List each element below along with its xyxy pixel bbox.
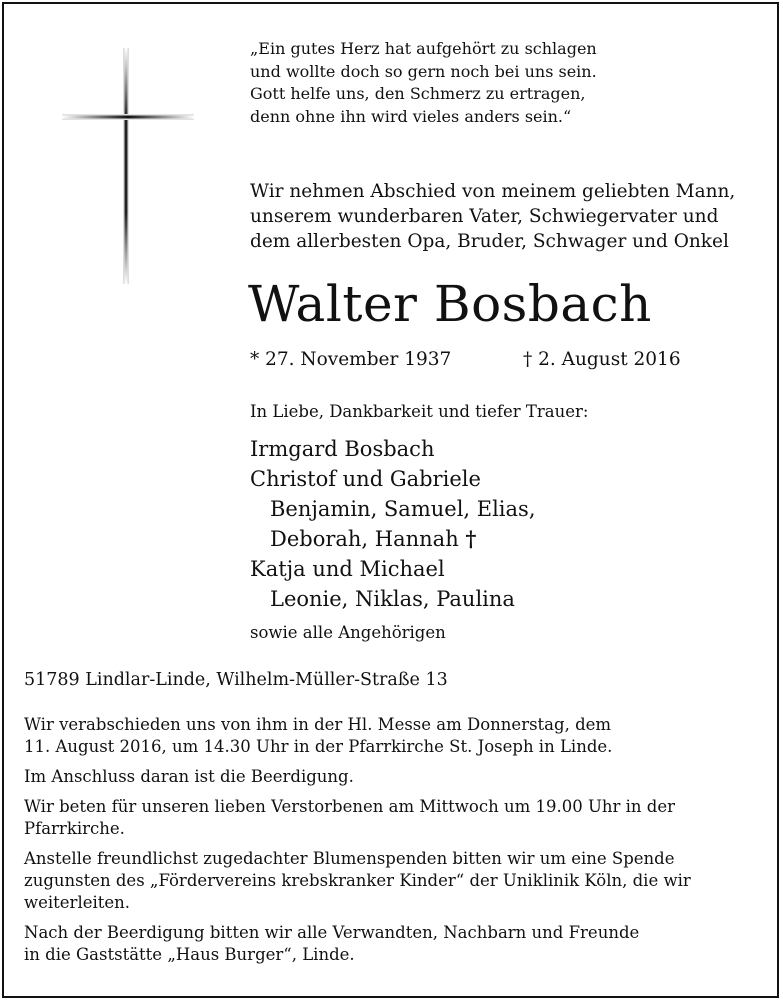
notice-line: in die Gaststätte „Haus Burger“, Linde. [24, 945, 355, 964]
family-address: 51789 Lindlar-Linde, Wilhelm-Müller-Straße 13 [24, 670, 448, 690]
farewell-line: Wir nehmen Abschied von meinem geliebten Mann, [250, 181, 736, 202]
notice-line: zugunsten des „Fördervereins krebskranker Kinder“ der Uniklinik Köln, die wir [24, 871, 691, 890]
mourners-intro: In Liebe, Dankbarkeit und tiefer Trauer: [250, 402, 589, 421]
mourner-line-with-dagger [250, 524, 536, 554]
death-date: † 2. August 2016 [523, 349, 681, 370]
notice-line: 11. August 2016, um 14.30 Uhr in der Pfarrkirche St. Joseph in Linde. [24, 737, 613, 756]
quote-line: denn ohne ihn wird vieles anders sein.“ [250, 106, 572, 126]
notice-line: Wir beten für unseren lieben Verstorbenen am Mittwoch um 19.00 Uhr in der [24, 797, 675, 816]
mourner-line: Katja und Michael [250, 557, 445, 581]
invitation-notice [24, 922, 764, 966]
mourner-line: Leonie, Niklas, Paulina [270, 587, 515, 611]
mass-notice [24, 714, 764, 758]
notice-line: Anstelle freundlichst zugedachter Blumenspenden bitten wir um eine Spende [24, 849, 675, 868]
notice-line: Nach der Beerdigung bitten wir alle Verwandten, Nachbarn und Freunde [24, 923, 640, 942]
quote-line: und wollte doch so gern noch bei uns sein. [250, 61, 597, 81]
deceased-name: Walter Bosbach [248, 275, 652, 333]
notice-line: weiterleiten. [24, 893, 131, 912]
obituary-frame [2, 2, 779, 998]
relatives-line: sowie alle Angehörigen [250, 623, 446, 642]
mourner-line: Benjamin, Samuel, Elias, [270, 497, 536, 521]
farewell-text [250, 179, 735, 254]
farewell-line: unserem wunderbaren Vater, Schwiegervater und [250, 206, 719, 227]
dagger-symbol: † [465, 526, 477, 551]
burial-notice [24, 766, 764, 788]
farewell-line: dem allerbesten Opa, Bruder, Schwager und Onkel [250, 231, 729, 252]
notice-line: Im Anschluss daran ist die Beerdigung. [24, 767, 354, 786]
cross-icon [62, 48, 194, 284]
mourners-list [250, 434, 536, 614]
notice-line: Pfarrkirche. [24, 819, 125, 838]
memorial-quote [250, 38, 597, 128]
notice-line: Wir verabschieden uns von ihm in der Hl. Messe am Donnerstag, dem [24, 715, 612, 734]
donation-notice [24, 848, 764, 914]
prayer-notice [24, 796, 764, 840]
mourner-names: Deborah, Hannah [270, 527, 459, 551]
quote-line: Gott helfe uns, den Schmerz zu ertragen, [250, 84, 586, 103]
birth-date: * 27. November 1937 [250, 349, 452, 370]
funeral-notices [24, 714, 764, 974]
quote-line: „Ein gutes Herz hat aufgehört zu schlagen [250, 39, 597, 58]
mourner-line: Irmgard Bosbach [250, 437, 435, 461]
mourner-line: Christof und Gabriele [250, 467, 481, 491]
